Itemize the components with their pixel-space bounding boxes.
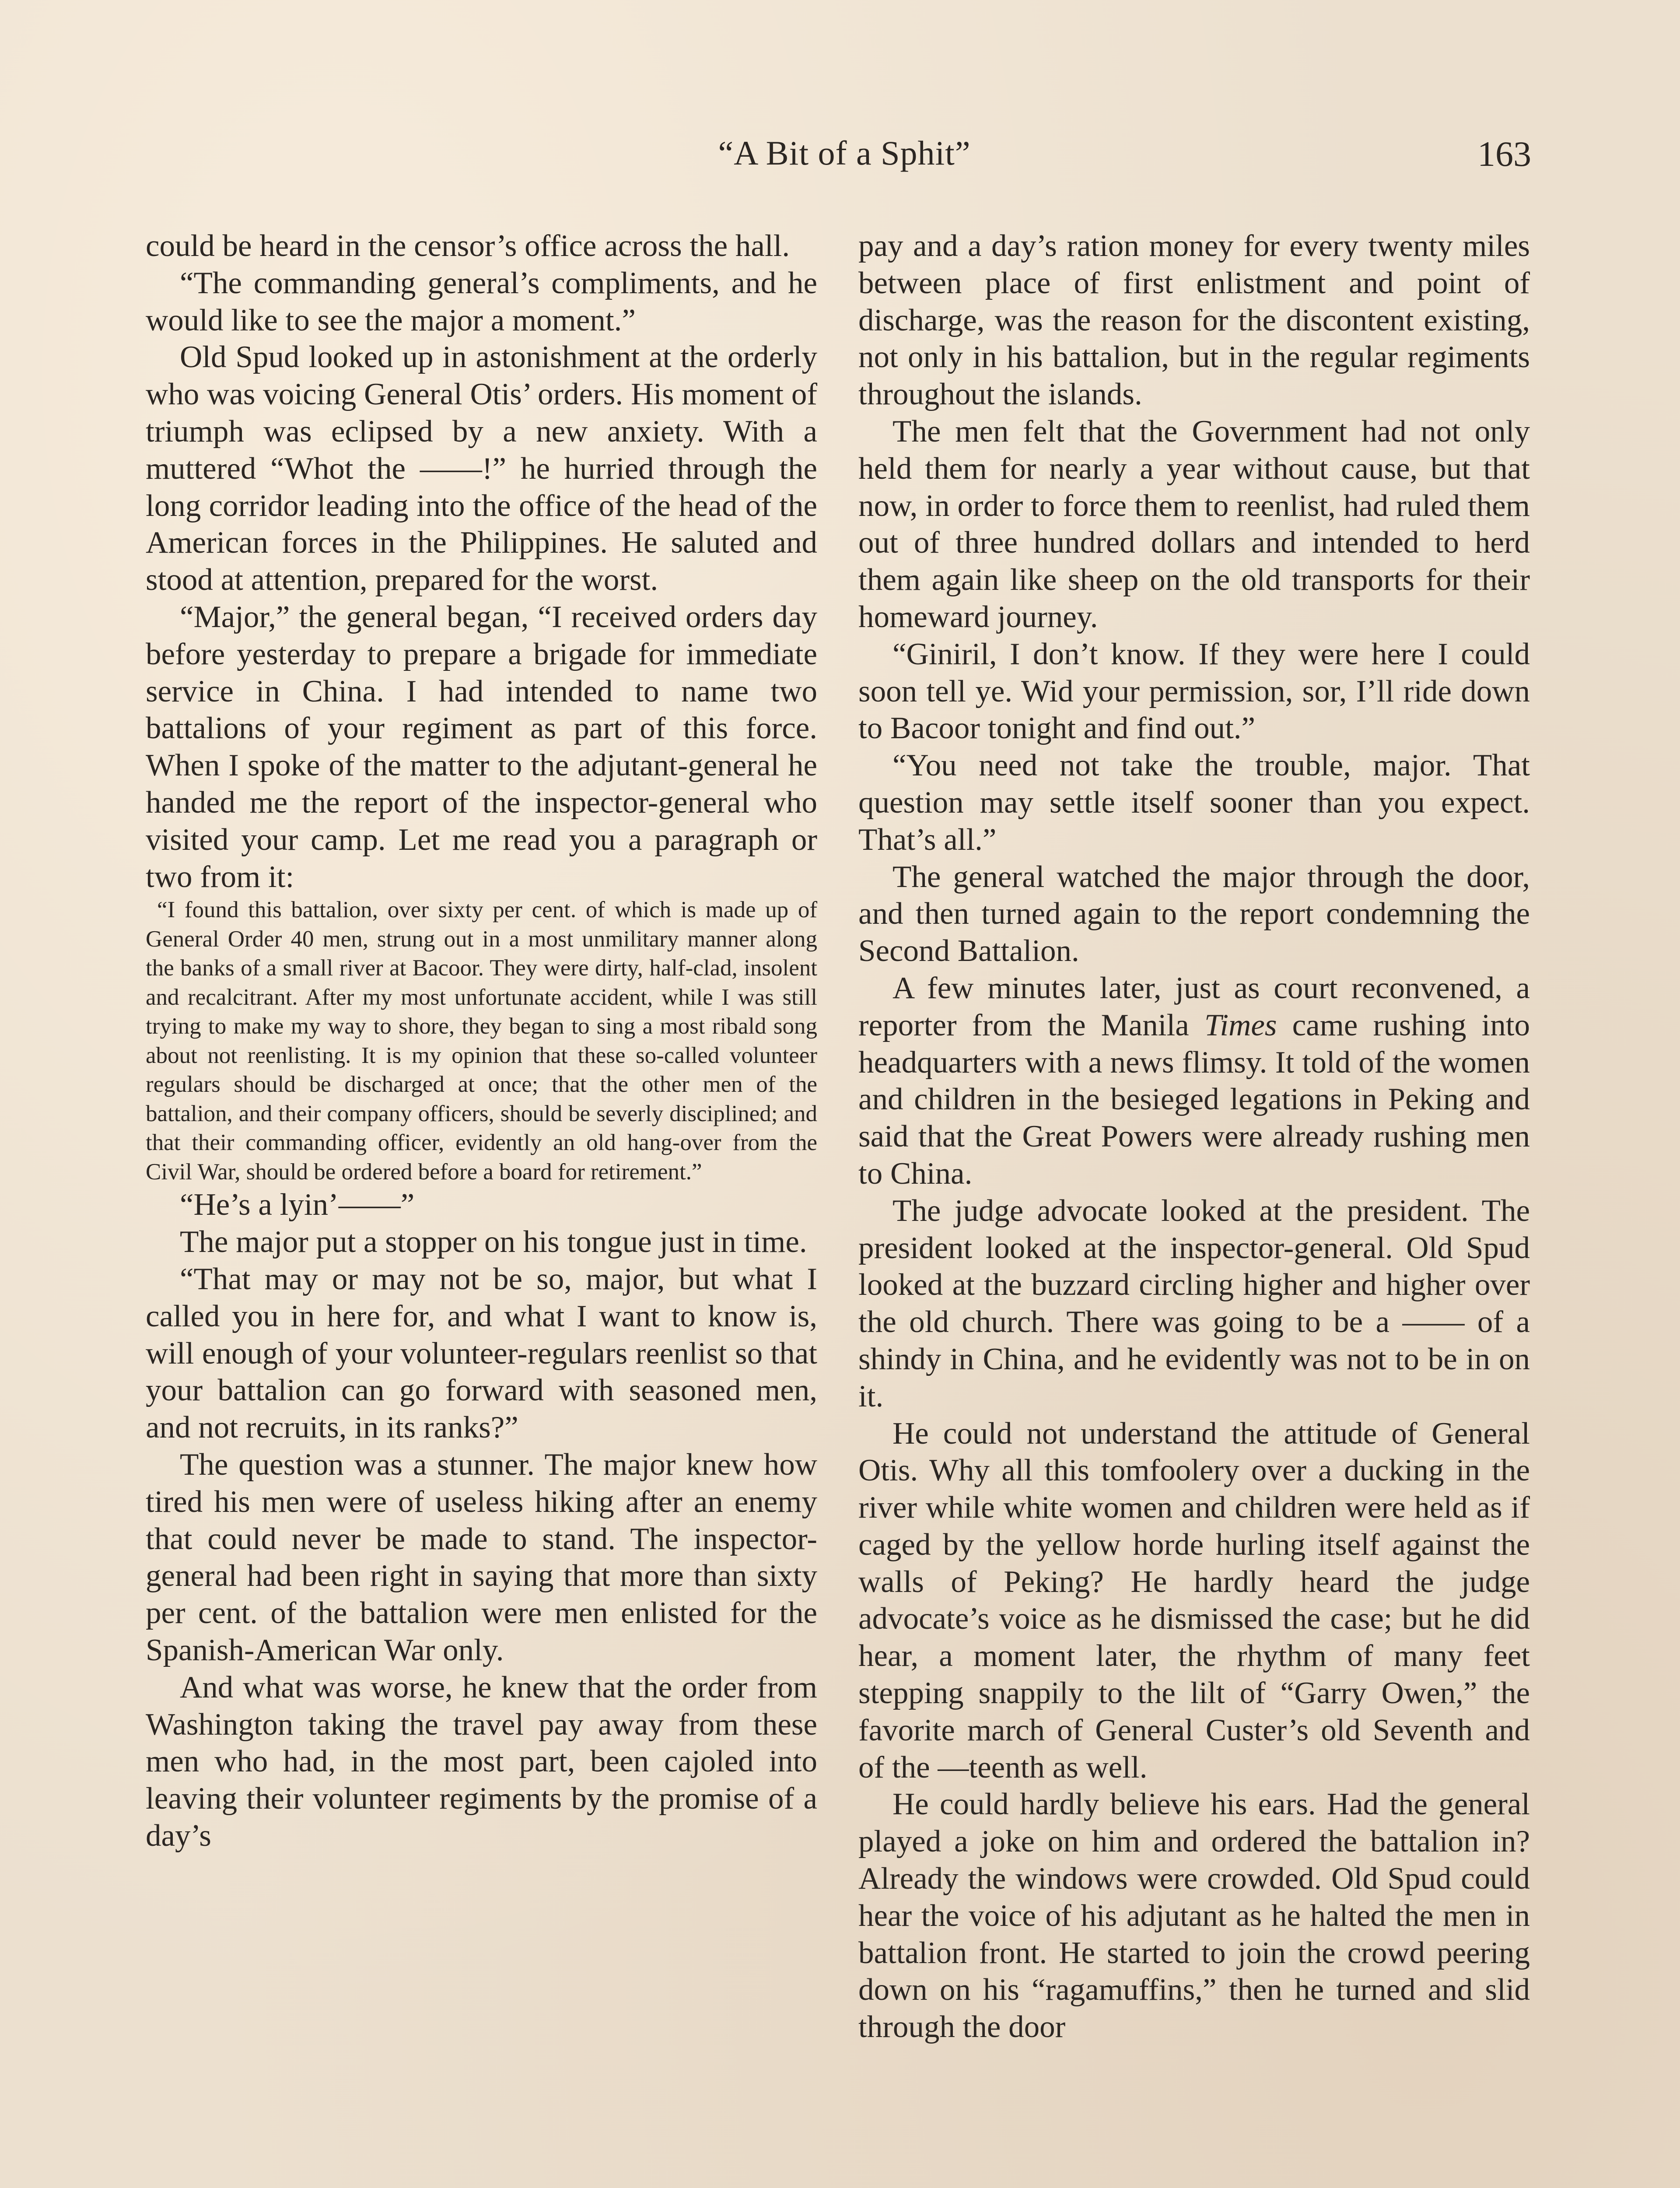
right-column (858, 228, 1530, 2046)
paragraph: Old Spud looked up in astonishment at the orderly who was voicing General Otis’ orders. His moment of triumph was eclipsed by a new anxiety. With a muttered “Whot the ——!” he hurried through the long corridor leading into the office of the head of the American forces in the Philippines. He saluted and stood at attention, prepared for the worst. (146, 340, 817, 597)
paragraph: “He’s a lyin’——” (180, 1188, 415, 1222)
paragraph: “That may or may not be so, major, but what I called you in here for, and what I want to know is, will enough of your volunteer-regulars reenlist so that your battalion can go forward with seasoned men, and not recruits, in its ranks?” (146, 1262, 817, 1445)
paragraph: The judge advocate looked at the president. The president looked at the inspector-general. Old Spud looked at the buzzard circling higher and higher over the old church. There was going to be a —— of a shindy in China, and he evidently was not to be in on it. (858, 1193, 1530, 1413)
newspaper-title: Times (1204, 1008, 1277, 1042)
paragraph: The men felt that the Government had not only held them for nearly a year without cause, but that now, in order to force them to reenlist, had ruled them out of three hundred dollars and intended to herd them again like sheep on the old transports for their homeward journey. (858, 414, 1530, 634)
paragraph: “Major,” the general began, “I received orders day before yesterday to prepare a brigade for immediate service in China. I had intended to name two battalions of your regiment as part of this force. When I spoke of the matter to the adjutant-general he handed me the report of the inspector-general who visited your camp. Let me read you a paragraph or two from it: (146, 600, 817, 894)
block-quote: “I found this battalion, over sixty per cent. of which is made up of General Order 40 men, strung out in a most unmilitary manner along the banks of a small river at Bacoor. They were dirty, half-clad, insolent and recalcitrant. After my most unfortunate accident, while I was still trying to make my way to shore, they began to sing a most ribald song about not reenlisting. It is my opinion that these so-called volunteer regulars should be discharged at once; that the other men of the battalion, and their company officers, should be severly disciplined; and that their commanding officer, evidently an old hang-over from the Civil War, should be ordered before a board for retirement.” (146, 897, 817, 1185)
paragraph: The major put a stopper on his tongue just in time. (180, 1225, 807, 1259)
paragraph: “Giniril, I don’t know. If they were here I could soon tell ye. Wid your permission, sor, I’ll ride down to Bacoor tonight and find out.” (858, 637, 1530, 746)
paragraph: He could not understand the attitude of General Otis. Why all this tomfoolery over a ducking in the river while white women and children were held as if caged by the yellow horde hurling itself against the walls of Peking? He hardly heard the judge advocate’s voice as he dismissed the case; but he did hear, a moment later, the rhythm of many feet stepping snappily to the lilt of “Garry Owen,” the favorite march of General Custer’s old Seventh and of the —teenth as well. (858, 1416, 1530, 1785)
paragraph: could be heard in the censor’s office across the hall. (146, 229, 790, 263)
page-number: 163 (1477, 134, 1531, 174)
text-run: came rushing into headquarters with a news flimsy. It told of the women and children in the besieged legations in Peking and said that the Great Powers were already rushing men to China. (858, 1008, 1530, 1191)
paragraph: The question was a stunner. The major knew how tired his men were of useless hiking after an enemy that could never be made to stand. The inspector-general had been right in saying that more than sixty per cent. of the battalion were men enlisted for the Spanish-American War only. (146, 1447, 817, 1667)
paragraph: The general watched the major through the door, and then turned again to the report condemning the Second Battalion. (858, 859, 1530, 968)
paragraph (858, 970, 1530, 1192)
paragraph: He could hardly believe his ears. Had the general played a joke on him and ordered the battalion in? Already the windows were crowded. Old Spud could hear the voice of his adjutant as he halted the men in battalion front. He started to join the crowd peering down on his “ragamuffins,” then he turned and slid through the door (858, 1787, 1530, 2044)
paragraph: “The commanding general’s compliments, and he would like to see the major a moment.” (146, 266, 817, 337)
left-column (146, 228, 817, 1855)
paragraph: “You need not take the trouble, major. That question may settle itself sooner than you expect. That’s all.” (858, 748, 1530, 857)
paragraph: And what was worse, he knew that the order from Washington taking the travel pay away from these men who had, in the most part, been cajoled into leaving their volunteer regiments by the promise of a day’s (146, 1670, 817, 1853)
paragraph: pay and a day’s ration money for every twenty miles between place of first enlistment and point of discharge, was the reason for the discontent existing, not only in his battalion, but in the regular regiments throughout the islands. (858, 229, 1530, 412)
running-head: “A Bit of a Sphit” (718, 134, 971, 172)
text-run: A few minutes later, just as court reconvened, a reporter from the Manila (858, 971, 1530, 1042)
